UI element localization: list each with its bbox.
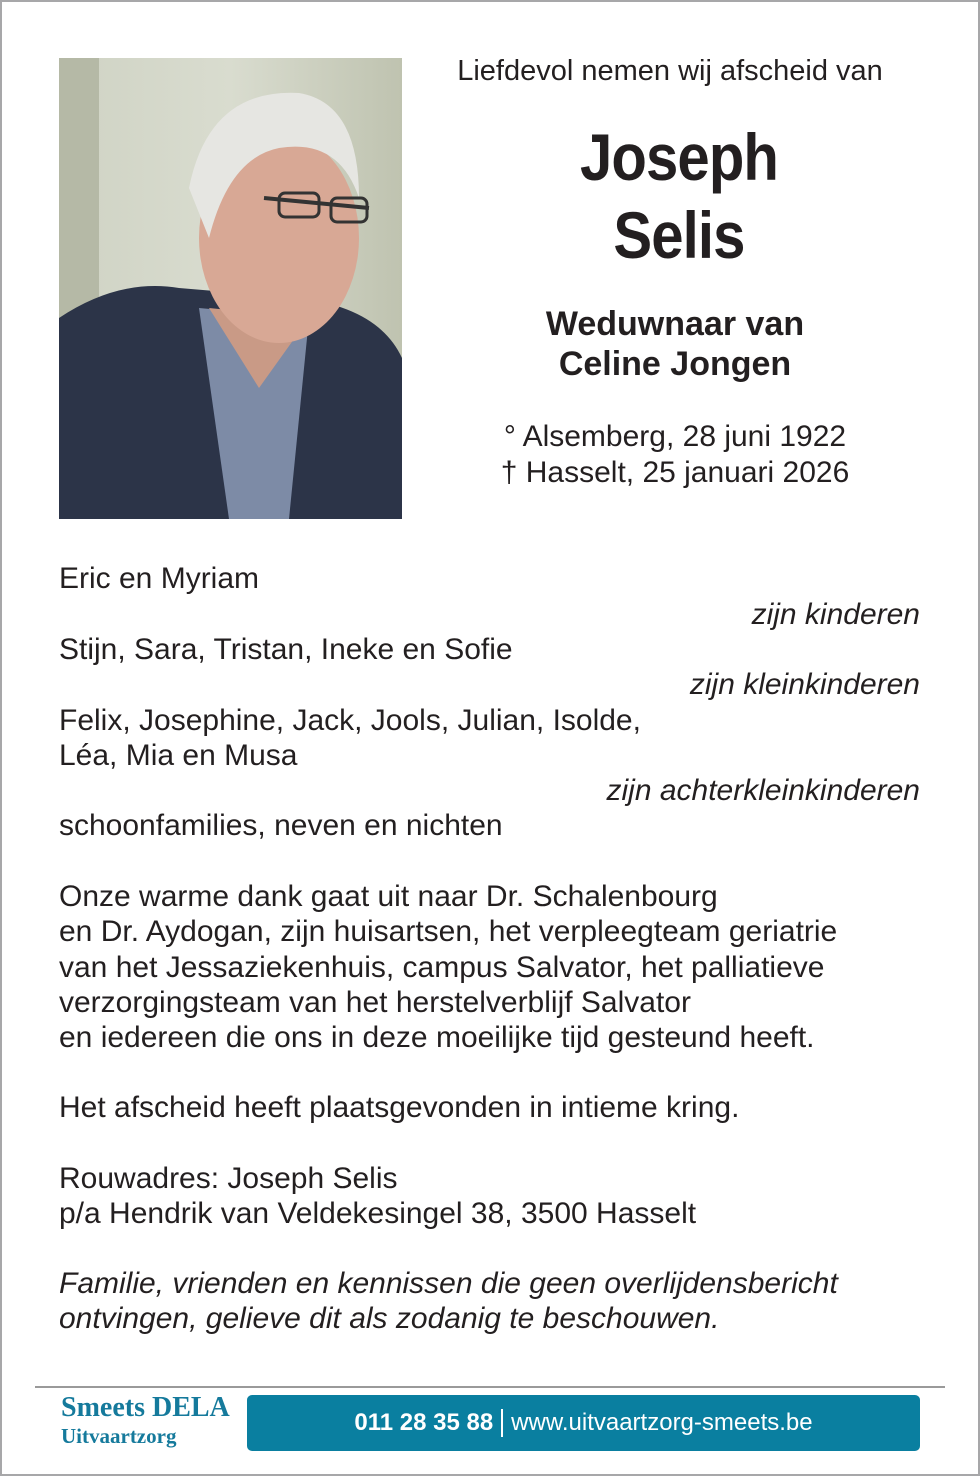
last-name: Selis [613,198,745,272]
address-line: Rouwadres: Joseph Selis [59,1162,398,1195]
logo-name: Smeets DELA [61,1392,230,1423]
phone-number[interactable]: 011 28 35 88 [354,1409,494,1436]
widower-line: Weduwnaar van [545,305,805,343]
grandchildren-names: Stijn, Sara, Tristan, Ineke en Sofie [59,633,513,666]
notice-line: ontvingen, gelieve dit als zodanig te beschouwen. [59,1302,720,1335]
thanks-line: en Dr. Aydogan, zijn huisartsen, het verpleegteam geriatrie [59,915,838,948]
thanks-line: van het Jessaziekenhuis, campus Salvator, het palliatieve [59,951,825,984]
first-name: Joseph [579,120,779,194]
thanks-line: verzorgingsteam van het herstelverblijf Salvator [59,986,691,1019]
address-line: p/a Hendrik van Veldekesingel 38, 3500 Hasselt [59,1197,697,1230]
logo-subtitle: Uitvaartzorg [61,1424,177,1448]
footer-divider [35,1386,945,1388]
grandchildren-role: zijn kleinkinderen [689,668,920,701]
extended-family: schoonfamilies, neven en nichten [59,809,503,842]
thanks-line: Onze warme dank gaat uit naar Dr. Schalenbourg [59,880,718,913]
great-grandchildren-names-2: Léa, Mia en Musa [59,739,298,772]
separator [501,1409,503,1437]
farewell-text: Het afscheid heeft plaatsgevonden in intieme kring. [59,1091,740,1124]
notice-line: Familie, vrienden en kennissen die geen overlijdensbericht [59,1267,838,1300]
great-grandchildren-role: zijn achterkleinkinderen [606,774,920,807]
children-names: Eric en Myriam [59,562,260,595]
thanks-line: en iedereen die ons in deze moeilijke tijd gesteund heeft. [59,1021,815,1054]
website-link[interactable]: www.uitvaartzorg-smeets.be [511,1409,813,1436]
death-info: † Hasselt, 25 januari 2026 [500,456,850,489]
intro-text: Liefdevol nemen wij afscheid van [457,55,883,87]
contact-banner [247,1395,920,1451]
spouse-name: Celine Jongen [558,345,792,383]
birth-info: ° Alsemberg, 28 juni 1922 [503,420,847,453]
funeral-home-logo [61,1393,230,1449]
portrait-photo [59,58,402,519]
great-grandchildren-names: Felix, Josephine, Jack, Jools, Julian, Isolde, [59,704,641,737]
children-role: zijn kinderen [751,598,920,631]
